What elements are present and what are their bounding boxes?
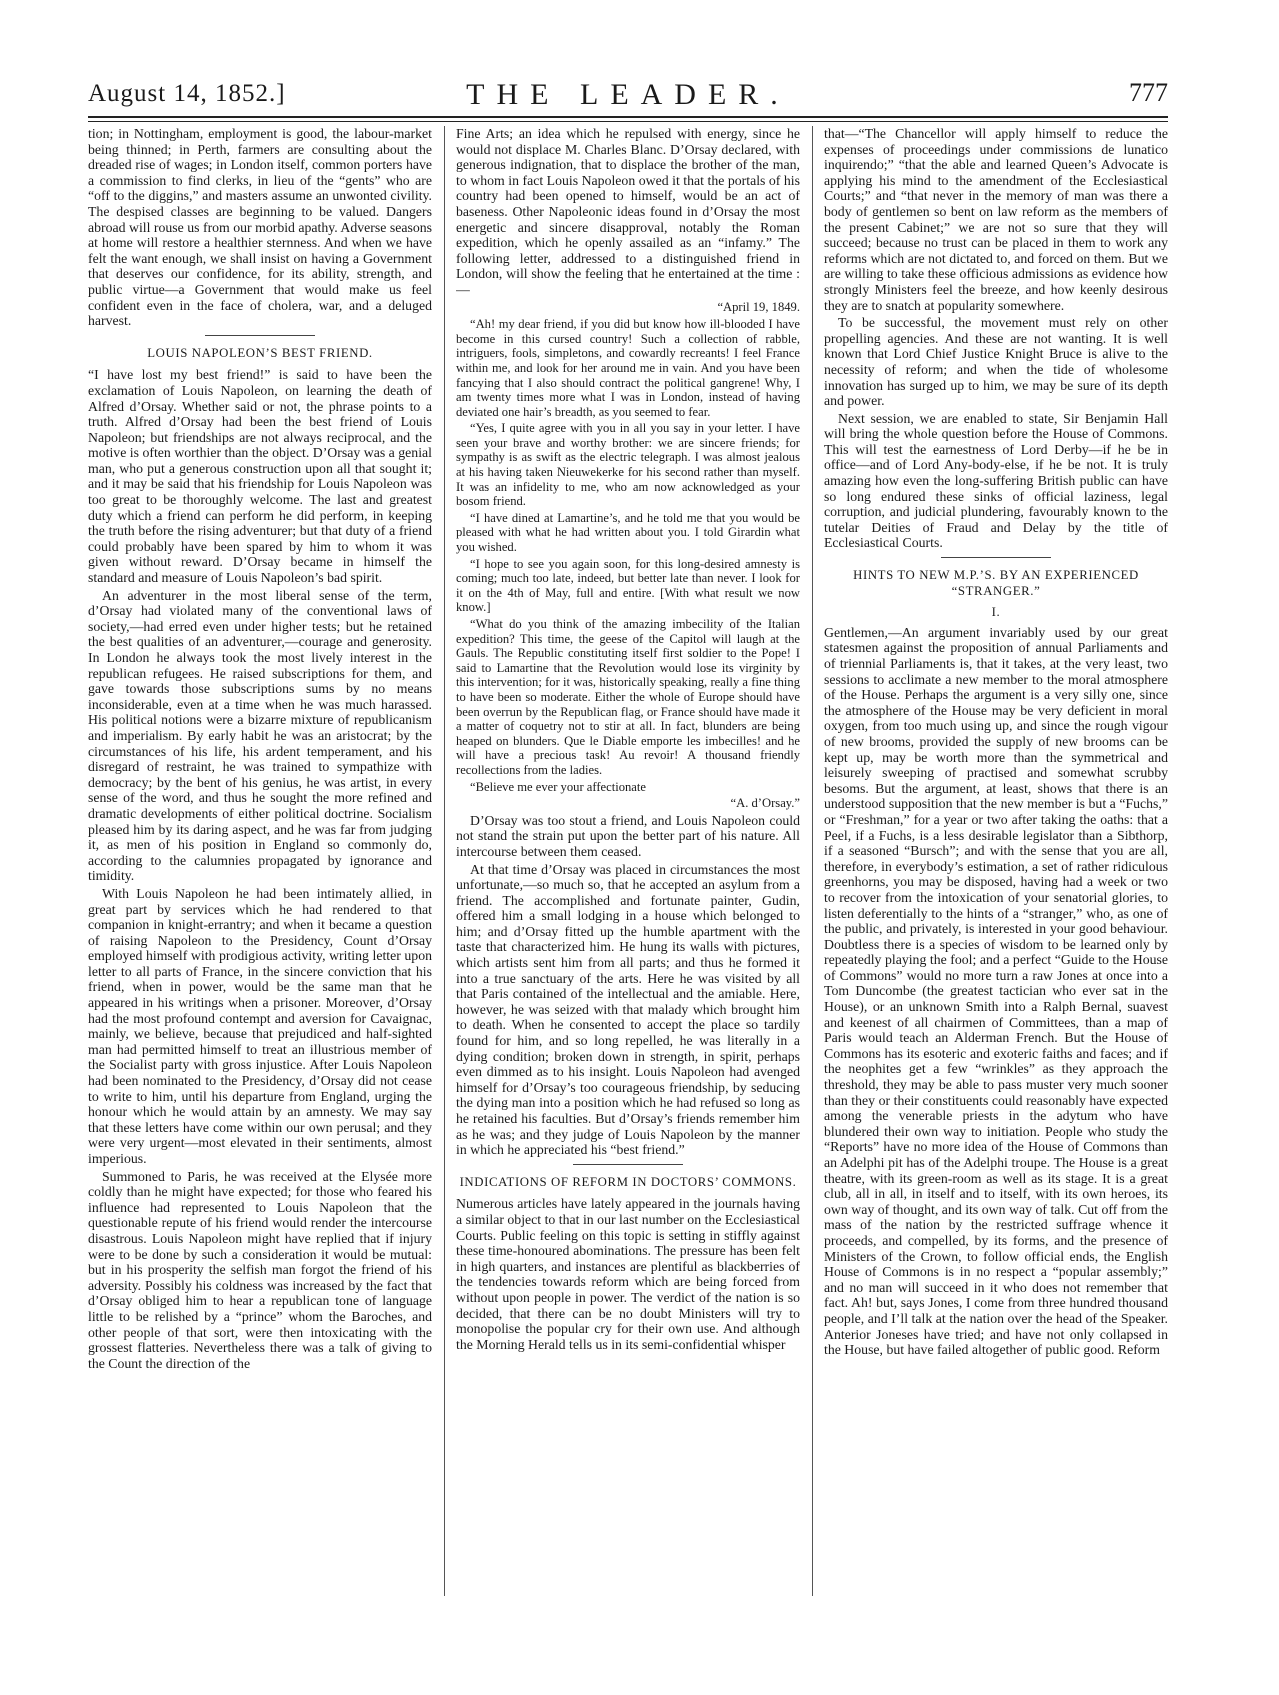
quoted-letter-paragraph: “Yes, I quite agree with you in all you say in your letter. I have seen your brave and worthy brother: we are sincere friends; for sympathy is as swift as the electric telegraph. I was almost jealous at his having taken Nieuwekerke for his second rather than myself. It was an infidelity to me, who am now acknowledged as your bosom friend. — [456, 421, 800, 509]
body-paragraph: At that time d’Orsay was placed in circumstances the most unfortunate,—so much so, that he accepted an asylum from a friend. The accomplished and fortunate painter, Gudin, offered him a small lodging in a house which belonged to him; and d’Orsay fitted up the humble apartment with the taste that characterized him. He hung its walls with pictures, which artists sent him from all parts; and thus he formed it into a true sanctuary of the arts. Here he was visited by all that Paris contained of the intellectual and the amiable. Here, however, he was seized with that malady which brought him to death. When he consented to accept the place so tardily found for him, and so long repelled, he was literally in a dying condition; broken down in strength, in spirit, perhaps even dimmed as to his insight. Louis Napoleon had avenged himself for d’Orsay’s too courageous friendship, by seducing the dying man into a position which he had refused so long as he retained his faculties. But d’Orsay’s friends remember him as he was; and they judge of Louis Napoleon by the manner in which he appreciated his “best friend.” — [456, 861, 800, 1158]
column-divider — [812, 126, 813, 1596]
column-right — [824, 126, 1168, 1616]
section-rule — [205, 335, 315, 336]
page-number: 777 — [1129, 78, 1168, 107]
quoted-letter-paragraph: “Ah! my dear friend, if you did but know how ill-blooded I have become in this cursed country! Such a collection of rabble, intriguers, fools, simpletons, and cowardly recreants! I feel France within me, and look for her around me in vain. And you have been fancying that I also should contract the political gangrene! Why, I am twenty times more what I was in London, instead of having deviated one hair’s breadth, as you seemed to fear. — [456, 317, 800, 419]
body-paragraph: Next session, we are enabled to state, Sir Benjamin Hall will bring the whole question before the House of Commons. This will test the earnestness of Lord Derby—if he be in office—and of Lord Any-body-else, if he be not. It is truly amazing how even the long-suffering British public can have so long endured these sinks of official laziness, legal corruption, and judicial plundering, favourably known to the tutelar Deities of Fraud and Delay by the title of Ecclesiastical Courts. — [824, 410, 1168, 551]
body-paragraph: that—“The Chancellor will apply himself to reduce the expenses of proceedings under commissions de lunatico inquirendo;” “that the able and learned Queen’s Advocate is applying his mind to the amendment of the Ecclesiastical Courts;” and “that never in the memory of man was there a body of gentlemen so bent on law reform as the members of the present Cabinet;” we are not so sure that they will succeed; because no trust can be placed in them to work any reforms which are not dictated to, and forced on them. But we are willing to take these officious admissions as evidence how strongly Ministers feel the breeze, and how keenly desirous they are to snatch at popularity somewhere. — [824, 126, 1168, 313]
article-heading: LOUIS NAPOLEON’S BEST FRIEND. — [147, 345, 373, 360]
body-paragraph: “I have lost my best friend!” is said to have been the exclamation of Louis Napoleon, on learning the death of Alfred d’Orsay. Whether said or not, the phrase points to a truth. Alfred d’Orsay had been the best friend of Louis Napoleon; but friendships are not always reciprocal, and the motive is often worthier than the object. D’Orsay was a genial man, who put a generous construction upon all that sought it; and it may be said that his friendship for Louis Napoleon was too great to be thoroughly welcome. The last and greatest duty which a friend can perform he did perform, in keeping the truth before the rising adventurer; but that duty of a friend could probably have been spared by him to whom it was given without reward. D’Orsay became in himself the standard and measure of Louis Napoleon’s bad spirit. — [88, 367, 432, 586]
letter-signature: “A. d’Orsay.” — [730, 796, 800, 811]
quoted-letter-paragraph: “What do you think of the amazing imbecility of the Italian expedition? This time, the geese of the Capitol will laugh at the Gauls. The Republic constituting itself first soldier to the Pope! I said to Lamartine that the Revolution would lose its virginity by this intervention; for it was, historically speaking, really a fine thing to have been so moderate. Either the whole of Europe should have been overrun by the Republican flag, or France should have made it a matter of coquetry not to stir at all. In fact, blunders are being heaped on blunders. Que le Diable emporte les imbecilles! and he will have a precious task! Au revoir! A thousand friendly recollections from the ladies. — [456, 617, 800, 777]
section-rule — [573, 1164, 683, 1165]
body-paragraph: To be successful, the movement must rely on other propelling agencies. And these are not wanting. It is well known that Lord Chief Justice Knight Bruce is alive to the necessity of reform; and when the tide of wholesome innovation has surged up to him, we may be sure of its depth and power. — [824, 315, 1168, 409]
article-heading: INDICATIONS OF REFORM IN DOCTORS’ COMMONS. — [459, 1174, 797, 1189]
letter-dateline: “April 19, 1849. — [717, 299, 800, 314]
quoted-letter-paragraph: “Believe me ever your affectionate — [470, 779, 646, 794]
body-paragraph: tion; in Nottingham, employment is good, the labour-market being thinned; in Perth, farmers are consulting about the dreaded rise of wages; in London itself, common porters have a commission to find clerks, in lieu of the “gents” who are “off to the diggins,” and masters assume an unwonted civility. The despised classes are beginning to be valued. Dangers abroad will rouse us from our morbid apathy. Adverse seasons at home will restore a healthier sternness. And when we have felt the want enough, we shall insist on having a Government that deserves our confidence, for its ability, strength, and public virtue—a Government that would make us feel confident even in the face of cholera, war, and a deluged harvest. — [88, 126, 432, 329]
header-rule-thin — [88, 121, 1168, 122]
column-divider — [444, 126, 445, 1596]
body-paragraph: Numerous articles have lately appeared in the journals having a similar object to that in our last number on the Ecclesiastical Courts. Public feeling on this topic is setting in stiffly against these time-honoured abominations. The pressure has been felt in high quarters, and instances are plentiful as blackberries of the tendencies towards reform which are being forced from without upon people in power. The verdict of the nation is so decided, that there can be no doubt Ministers will try to monopolise the popular cry for their own use. And although the Morning Herald tells us in its semi-confidential whisper — [456, 1196, 800, 1352]
body-paragraph: Gentlemen,—An argument invariably used by our great statesmen against the proposition of annual Parliaments and of triennial Parliaments is, that it takes, at the very least, two sessions to acclimate a new member to the moral atmosphere of the House. Perhaps the argument is a very silly one, since the atmosphere of the House may be very deficient in moral oxygen, from too much using up, and since the rough vigour of new brooms, provided the supply of new brooms can be kept up, may be worth more than the symmetrical and leisurely sweeping of practised and somewhat scrubby besoms. But the argument, at least, shows that there is an understood supposition that the new member is but a “Fuchs,” or “Freshman,” for a year or two after taking the oaths: that a Peel, if a Fuchs, is a less desirable legislator than a Sibthorp, if a seasoned “Bursch”; and with the sense that you are all, therefore, in everybody’s estimation, a set of rather ridiculous greenhorns, you may be disposed, having had a week or two to recover from the intoxication of your senatorial glories, to listen deferentially to the hints of a “stranger,” who, as one of the public, and privately, is interested in your good behaviour. Doubtless there is a species of wisdom to be learned only by repeatedly playing the fool; and a perfect “Guide to the House of Commons” would no more turn a raw Jones at once into a Tom Duncombe (the greatest tactician who ever sat in the House), or an unknown Smith into a Ralph Bernal, suavest and keenest of all chairmen of Committees, than a map of Paris would teach an Alderman French. But the House of Commons has its esoteric and exoteric faiths and faces; and if the neophites get a few “wrinkles” as they approach the threshold, they may be able to pass muster very much sooner than they or their constituents could reasonably have expected among the venerable priests in the adytum who have blundered their own way to initiation. People who study the “Reports” have no more idea of the House of Commons than an Adelphi pit has of the Adelphi troupe. The House is a great theatre, with its green-room as well as its stage. It is a great club, all in all, in itself and to itself, with its own heroes, its own way of thought, and its own way of talk. Cut off from the mass of the nation by the restricted suffrage whence it proceeds, and compelled, by its forms, and the presence of Ministers of the Crown, to follow official ends, the English House of Commons is in no respect a “popular assembly;” and no man will succeed in it who does not remember that fact. Ah! but, says Jones, I come from three hundred thousand people, and I’ll talk at the nation over the head of the Speaker. Anterior Joneses have tried; and have not only collapsed in the House, but have failed altogether of public good. Reform — [824, 624, 1168, 1358]
body-paragraph: Fine Arts; an idea which he repulsed with energy, since he would not displace M. Charles Blanc. D’Orsay declared, with generous indignation, that to displace the brother of the man, to whom in fact Louis Napoleon owed it that the portals of his country had been opened to himself, would be an act of baseness. Other Napoleonic ideas found in d’Orsay the most energetic and sincere disapproval, notably the Roman expedition, which he openly assailed as an “infamy.” The following letter, addressed to a distinguished friend in London, will show the feeling that he entertained at the time :— — [456, 126, 800, 297]
article-heading: HINTS TO NEW M.P.’S. BY AN EXPERIENCED “STRANGER.” — [853, 568, 1139, 598]
body-paragraph: Summoned to Paris, he was received at the Elysée more coldly than he might have expected; for those who feared his influence had represented to Louis Napoleon that the questionable repute of his friend would render the intercourse disastrous. Louis Napoleon might have replied that if injury were to be done by such a consideration it would be mutual: but in his prosperity the selfish man forgot the friend of his adversity. Possibly his coldness was increased by the fact that d’Orsay obliged him to hear a republican tone of language little to be relished by a “prince” whom the Baroches, and other people of that sort, were then intoxicating with the grossest flatteries. Nevertheless there was a talk of giving to the Count the direction of the — [88, 1168, 432, 1371]
quoted-letter-paragraph: “I hope to see you again soon, for this long-desired amnesty is coming; much too late, indeed, but better late than never. I look for it on the 4th of May, full and entire. [With what result we now know.] — [456, 556, 800, 615]
column-middle — [456, 126, 800, 1616]
body-paragraph: An adventurer in the most liberal sense of the term, d’Orsay had violated many of the conventional laws of society,—had erred even under higher tests; but he retained the best qualities of an adventurer,—courage and generosity. In London he always took the most lively interest in the republican refugees. He raised subscriptions for them, and gave towards those subscriptions sums by no means inconsiderable, even at a time when he was much harassed. His political notions were a bizarre mixture of republicanism and imperialism. By early habit he was an aristocrat; by the circumstances of his life, his ardent temperament, and his disregard of restraint, he was trained to sympathize with democracy; by the bent of his genius, he was artist, in every sense of the word, and thus he sought the more refined and dramatic developments of either political doctrine. Socialism pleased him by its daring aspect, and he was far from judging it, as men of his position in England so commonly do, according to the calumnies propagated by ignorance and timidity. — [88, 587, 432, 884]
masthead-title: THE LEADER. — [466, 78, 790, 111]
column-left — [88, 126, 432, 1616]
quoted-letter-paragraph: “I have dined at Lamartine’s, and he told me that you would be pleased with what he had written about you. I told Girardin what you wished. — [456, 510, 800, 555]
header-rule — [88, 116, 1168, 118]
page-header — [88, 72, 1168, 112]
article-part-number: I. — [991, 605, 1001, 620]
body-paragraph: With Louis Napoleon he had been intimately allied, in great part by services which he had rendered to that companion in knight-errantry; and when it became a question of raising Napoleon to the Presidency, Count d’Orsay employed himself with prodigious activity, writing letter upon letter to all parts of France, in the sincere conviction that his friend, when in power, would be the same man that he appeared in his writings when a prisoner. Moreover, d’Orsay had the most profound contempt and aversion for Cavaignac, mainly, we believe, because that prejudiced and half-sighted man had permitted himself to treat an illustrious member of the Socialist party with gross injustice. After Louis Napoleon had been nominated to the Presidency, d’Orsay did not cease to write to him, until his departure from England, urging the honour which he would attain by an amnesty. We may say that these letters have come within our own perusal; and they were very urgent—most elevated in their sentiments, almost imperious. — [88, 885, 432, 1166]
section-rule — [941, 557, 1051, 558]
body-paragraph: D’Orsay was too stout a friend, and Louis Napoleon could not stand the strain put upon the better part of his nature. All intercourse between them ceased. — [456, 812, 800, 859]
issue-date: August 14, 1852.] — [88, 80, 286, 107]
